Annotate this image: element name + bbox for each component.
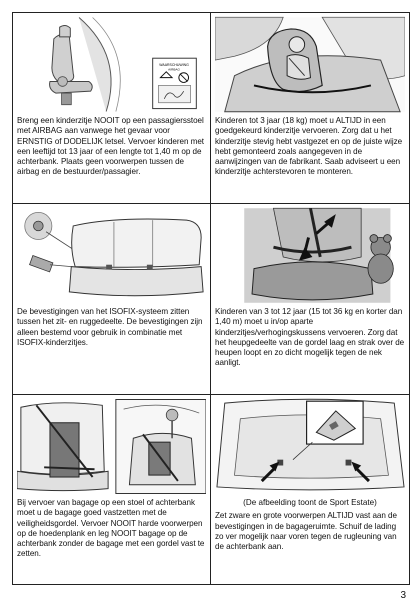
cell-luggage-seat (13, 395, 211, 584)
luggage-area-caption: (De afbeelding toont de Sport Estate) (243, 498, 377, 507)
airbag-warning-text: Breng een kinderzitje NOOIT op een passagiersstoel met AIRBAG aan vanwege het gevaar voor ERNSTIG of DODELIJK letsel. Vervoer kinderen met een leeftijd tot 13 jaar of een lengte tot 1,40 m op de achterbank. Plaats geen voorwerpen tussen de airbag en de bestuurder/passagier. (17, 116, 204, 177)
booster-text: Kinderen van 3 tot 12 jaar (15 tot 36 kg en korter dan 1,40 m) moet u in/op aparte kinderzitjes/verhogingskussens vervoeren. Zorg dat het heupgedeelte van de gordel laag en strak over de heupen loopt en zo dicht mogelijk tegen de nek aanligt. (215, 307, 405, 368)
cell-rear-facing (211, 13, 409, 204)
luggage-seat-illustration (17, 398, 206, 495)
cell-isofix (13, 204, 211, 395)
airbag-seat-illustration (17, 16, 206, 113)
airbag-warning-sticker (153, 58, 197, 108)
luggage-seat-text: Bij vervoer van bagage op een stoel of achterbank moet u de bagage goed vastzetten met de veiligheidsgordel. Vervoer NOOIT harde voorwerpen op de hoedenplank en leg NOOIT bagage op de achterbank zonder de bagage met een gordel vast te zetten. (17, 498, 205, 559)
isofix-text: De bevestigingen van het ISOFIX-systeem zitten tussen het zit- en ruggedeelte. De bevestigingen zijn alleen bestemd voor gebruik in combinatie met ISOFIX-kinderzitjes. (17, 307, 203, 347)
cell-airbag (13, 13, 211, 204)
sticker-title: WAARSCHUWING (159, 62, 189, 67)
sticker-subtitle: AIRBAG (168, 67, 180, 72)
instruction-grid (12, 12, 410, 585)
luggage-area-text: Zet zware en grote voorwerpen ALTIJD vast aan de bevestigingen in de bagageruimte. Schuif de lading zo ver mogelijk naar voren tegen de rugleuning van de achterbank aan. (215, 511, 397, 552)
luggage-area-illustration (215, 398, 405, 495)
rear-facing-seat-illustration (215, 16, 405, 113)
cell-luggage-area (211, 395, 409, 584)
isofix-illustration (17, 207, 206, 304)
cell-booster (211, 204, 409, 395)
rear-facing-text: Kinderen tot 3 jaar (18 kg) moet u ALTIJD in een goedgekeurd kinderzitje vervoeren. Zorg dat u het kinderzitje stevig hebt vastgezet en op de juiste wijze hebt gemonteerd zoals aangegeven in de aanwijzingen van de fabrikant. Saab adviseert u een kinderzitje achterstevoren te monteren. (215, 116, 403, 177)
booster-seat-illustration (215, 207, 405, 304)
page-number: 3 (400, 590, 406, 601)
